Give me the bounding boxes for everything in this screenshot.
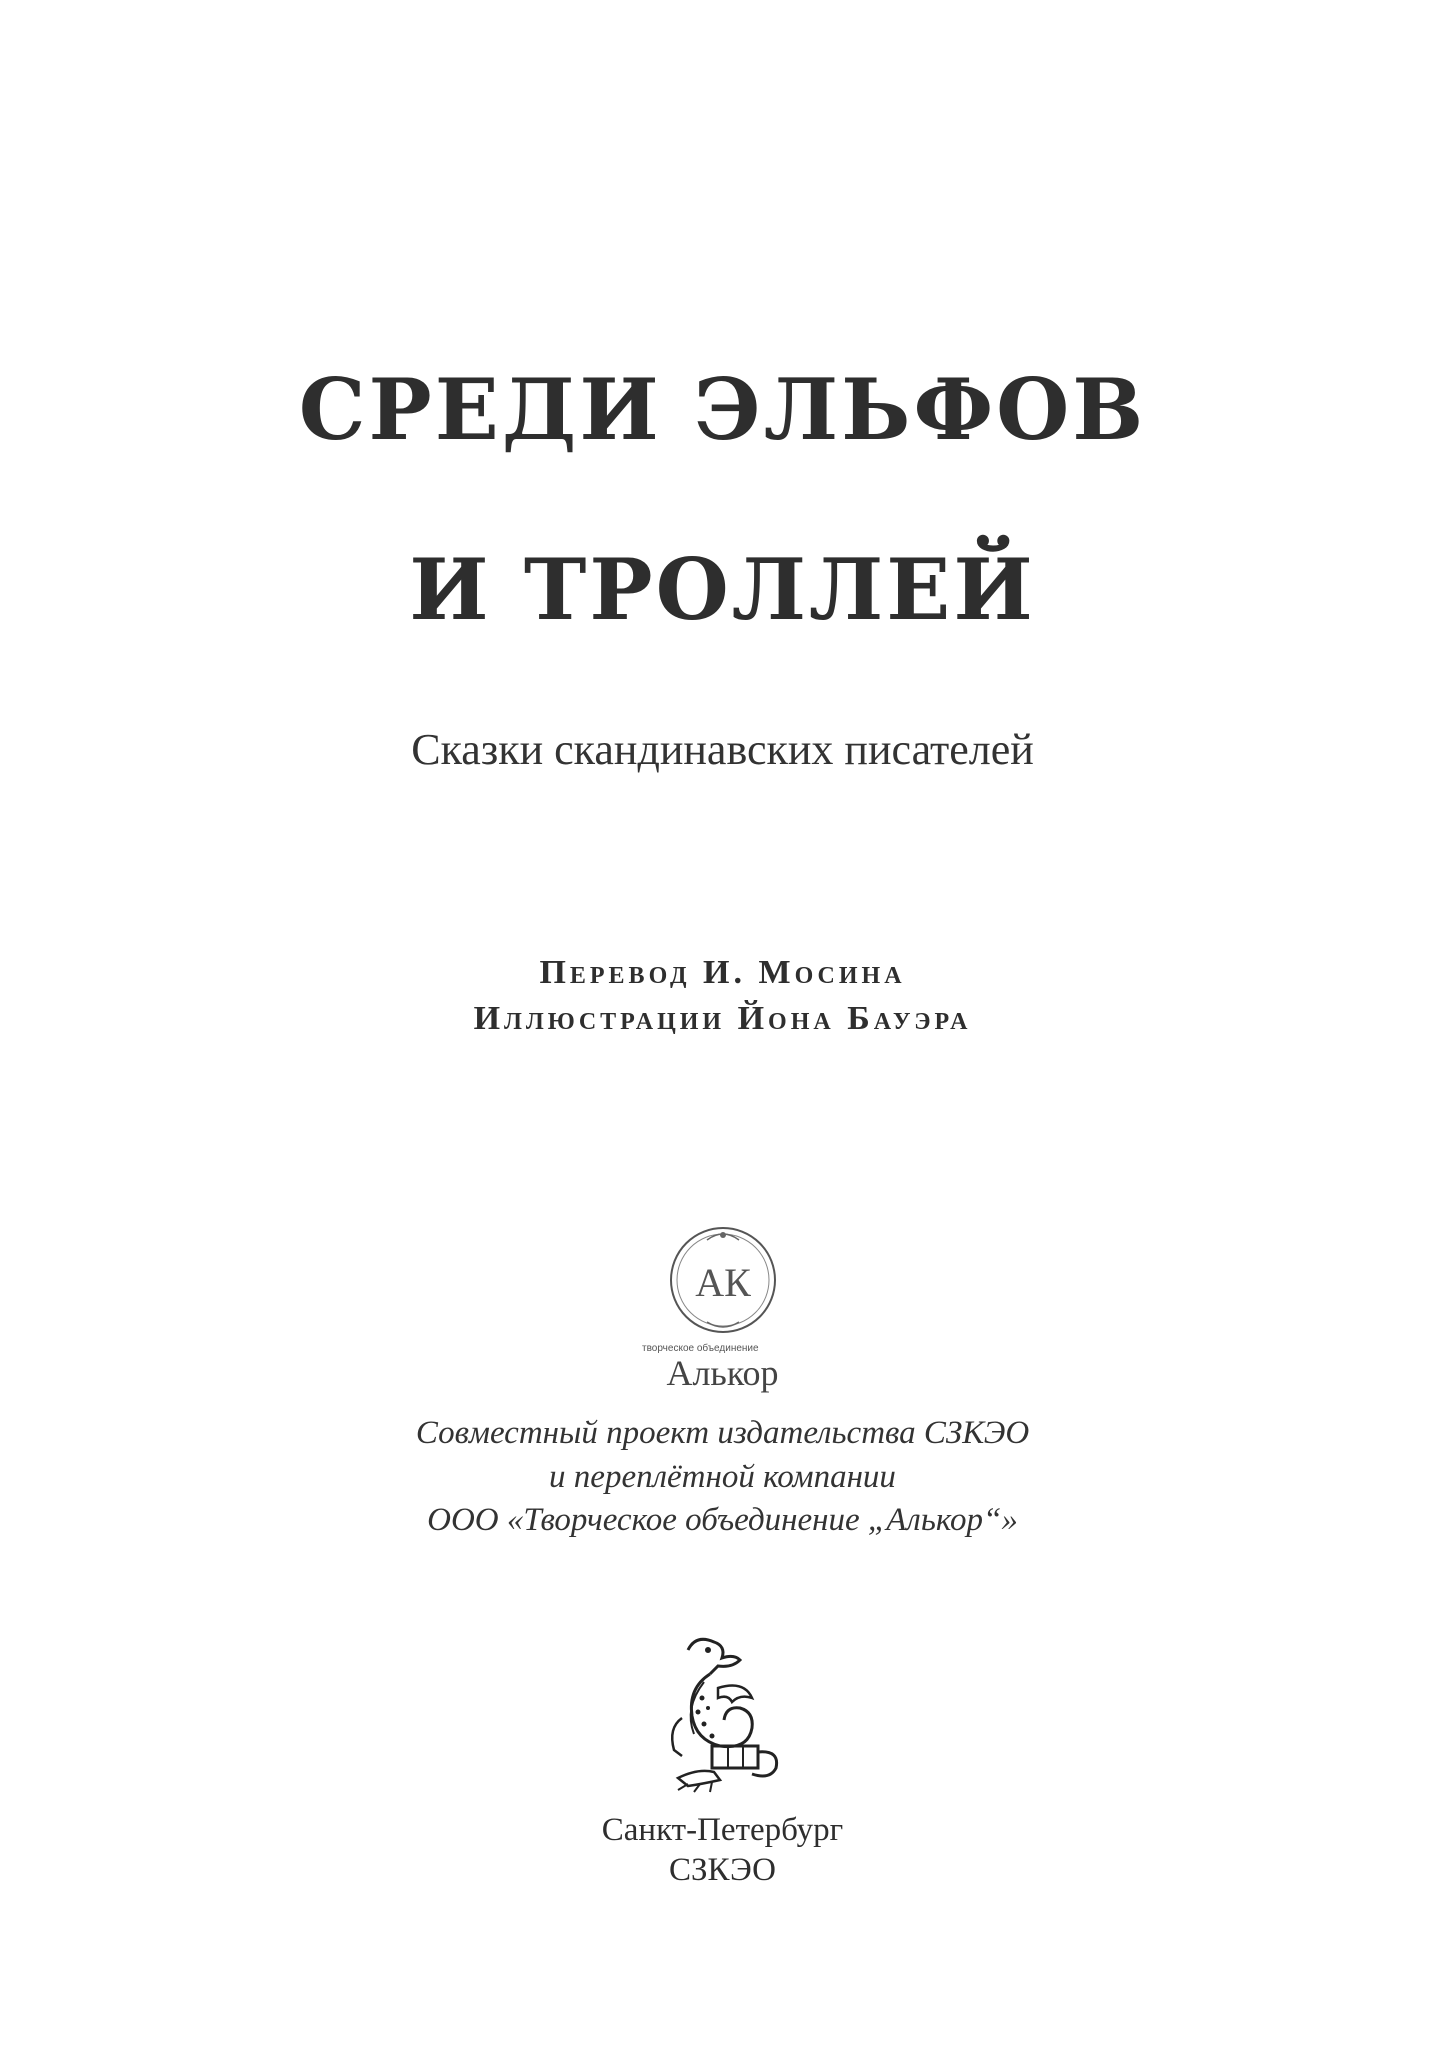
imprint-city: Санкт-Петербург <box>601 1812 844 1848</box>
alkor-emblem-icon <box>663 1218 783 1338</box>
book-title-line-1: СРЕДИ ЭЛЬФОВ <box>298 360 1147 459</box>
illustrator-credit: Иллюстрации Йона Бауэра <box>473 1000 972 1037</box>
project-note-line-2: и переплётной компании <box>549 1459 896 1495</box>
publisher-caption: творческое объединение <box>642 1343 759 1354</box>
project-note-line-3: ООО «Творческое объединение „Алькор“» <box>427 1502 1018 1538</box>
emblem-letters: АК <box>694 1260 751 1305</box>
publisher-name: Алькор <box>666 1353 779 1393</box>
book-title-line-2: И ТРОЛЛЕЙ <box>409 540 1036 639</box>
dragon-logo-icon <box>648 1628 798 1798</box>
publisher-emblem <box>0 1218 1445 1338</box>
book-subtitle: Сказки скандинавских писателей <box>411 725 1034 774</box>
translator-credit: Перевод И. Мосина <box>539 954 906 991</box>
imprint-logo <box>0 1628 1445 1798</box>
project-note-line-1: Совместный проект издательства СЗКЭО <box>415 1415 1030 1451</box>
imprint-publisher: СЗКЭО <box>669 1852 776 1888</box>
